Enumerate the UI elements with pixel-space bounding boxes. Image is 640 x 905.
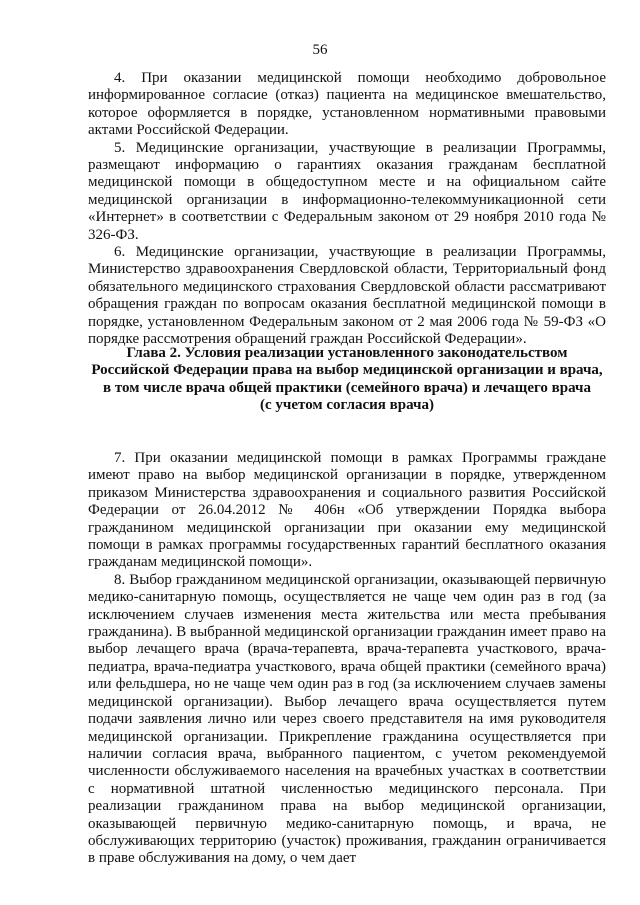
paragraph-8: 8. Выбор гражданином медицинской организации, оказывающей первичную медико-санитарную помощь, осуществляется не чаще чем один раз в год (за исключением случаев изменения места жительства или места пребывания гражданина). В выбранной медицинской организации гражданин имеет право на выбор лечащего врача (врача-терапевта, врача-терапевта участкового, врача-педиатра, врача-педиатра участкового, врача общей практики (семейного врача) или фельдшера, но не чаще чем один раз в год (за исключением случаев замены медицинской организации). Выбор лечащего врача осуществляется путем подачи заявления лично или через своего представителя на имя руководителя медицинской организации. Прикрепление гражданина осуществляется при наличии согласия врача, выбранного пациентом, с учетом рекомендуемой численности обслуживаемого населения на врачебных участках в соответствии с нормативной штатной численностью медицинского персонала. При реализации гражданином права на выбор медицинской организации, оказывающей первичную медико-санитарную помощь, и врача, не обслуживающих территорию (участок) проживания, гражданин ограничивается в праве обслуживания на дому, о чем дает xyxy=(88,571,606,867)
chapter-heading-line-4: (с учетом согласия врача) xyxy=(260,397,434,414)
paragraphs-before-heading xyxy=(88,70,606,349)
paragraph-5: 5. Медицинские организации, участвующие в реализации Программы, размещают информацию о гарантиях оказания гражданам бесплатной медицинской помощи в общедоступном месте и на официальном сайте медицинской организации в информационно-телекоммуникационной сети «Интернет» в соответствии с Федеральным законом от 29 ноября 2010 года № 326-ФЗ. xyxy=(88,139,606,243)
paragraph-4: 4. При оказании медицинской помощи необходимо добровольное информированное согласие (отказ) пациента на медицинское вмешательство, которое оформляется в порядке, установленном нормативными правовыми актами Российской Федерации. xyxy=(88,70,606,139)
chapter-heading-line-3: в том числе врача общей практики (семейного врача) и лечащего врача xyxy=(103,379,591,396)
paragraphs-after-heading xyxy=(88,450,606,868)
chapter-heading-line-2: Российской Федерации права на выбор медицинской организации и врача, xyxy=(91,362,603,379)
paragraph-6: 6. Медицинские организации, участвующие в реализации Программы, Министерство здравоохранения Свердловской области, Территориальный фонд обязательного медицинского страхования Свердловской области рассматривают обращения граждан по вопросам оказания бесплатной медицинской помощи в порядке, установленном Федеральным законом от 2 мая 2006 года № 59-ФЗ «О порядке рассмотрения обращений граждан Российской Федерации». xyxy=(88,244,606,348)
page-number: 56 xyxy=(312,42,328,58)
chapter-heading xyxy=(88,345,606,415)
paragraph-7: 7. При оказании медицинской помощи в рамках Программы граждане имеют право на выбор медицинской организации в порядке, утвержденном приказом Министерства здравоохранения и социального развития Российской Федерации от 26.04.2012 № 406н «Об утверждении Порядка выбора гражданином медицинской организации при оказании ему медицинской помощи в рамках программы государственных гарантий бесплатного оказания гражданам медицинской помощи». xyxy=(88,450,606,571)
chapter-heading-line-1: Глава 2. Условия реализации установленного законодательством xyxy=(126,345,568,361)
